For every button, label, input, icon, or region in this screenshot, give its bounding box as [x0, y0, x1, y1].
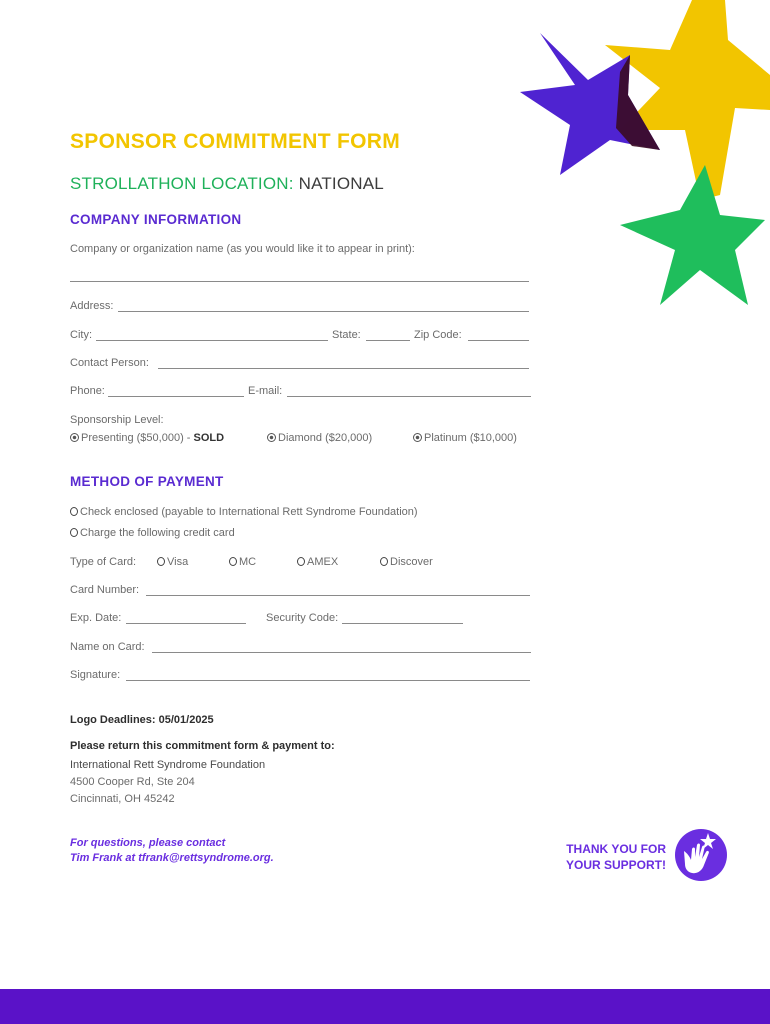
phone-label: Phone:: [70, 385, 105, 397]
return-heading: Please return this commitment form & payment to:: [70, 740, 335, 752]
radio-icon: [70, 433, 79, 442]
address-line-city: Cincinnati, OH 45242: [70, 793, 175, 805]
card-type-discover[interactable]: [380, 556, 433, 568]
discover-label: Discover: [390, 556, 433, 568]
state-label: State:: [332, 329, 361, 341]
card-type-mc[interactable]: [229, 556, 256, 568]
company-info-heading: COMPANY INFORMATION: [70, 212, 242, 227]
org-name-prompt: Company or organization name (as you would like it to appear in print):: [70, 243, 415, 255]
checkbox-icon: [70, 528, 78, 537]
checkbox-icon: [229, 557, 237, 566]
sponsorship-level-label: Sponsorship Level:: [70, 414, 164, 426]
check-enclosed-option[interactable]: [70, 506, 418, 518]
security-code-field[interactable]: [342, 623, 463, 624]
location-label: STROLLATHON LOCATION:: [70, 174, 294, 193]
sponsorship-diamond-option[interactable]: [267, 432, 372, 444]
star-icon-green: [620, 165, 765, 305]
address-label: Address:: [70, 300, 114, 312]
exp-date-label: Exp. Date:: [70, 612, 122, 624]
return-address: [70, 757, 265, 808]
sponsorship-presenting-option[interactable]: [70, 432, 224, 444]
questions-contact: [70, 836, 274, 866]
radio-icon: [413, 433, 422, 442]
mc-label: MC: [239, 556, 257, 568]
signature-label: Signature:: [70, 669, 121, 681]
checkbox-icon: [70, 507, 78, 516]
page-title: SPONSOR COMMITMENT FORM: [70, 130, 401, 153]
questions-line-2: Tim Frank at tfrank@rettsyndrome.org.: [70, 852, 274, 864]
city-field[interactable]: [96, 340, 328, 341]
thank-you-line-2: YOUR SUPPORT!: [565, 858, 666, 872]
zip-label: Zip Code:: [414, 329, 462, 341]
contact-person-label: Contact Person:: [70, 357, 149, 369]
location-value: NATIONAL: [298, 174, 384, 193]
amex-label: AMEX: [307, 556, 339, 568]
org-name-field[interactable]: [70, 281, 529, 282]
address-field[interactable]: [118, 311, 529, 312]
checkbox-icon: [380, 557, 388, 566]
card-number-field[interactable]: [146, 595, 530, 596]
hand-star-logo-icon: [675, 829, 727, 881]
presenting-label: Presenting ($50,000) -: [81, 432, 191, 444]
signature-field[interactable]: [126, 680, 530, 681]
card-number-label: Card Number:: [70, 584, 140, 596]
visa-label: Visa: [167, 556, 189, 568]
checkbox-icon: [297, 557, 305, 566]
stars-decoration: [520, 0, 770, 320]
payment-method-heading: METHOD OF PAYMENT: [70, 474, 224, 489]
thank-you-message: [530, 841, 666, 873]
check-enclosed-label: Check enclosed (payable to International Rett Syndrome Foundation): [80, 506, 418, 518]
logo-deadline: Logo Deadlines: 05/01/2025: [70, 714, 214, 726]
security-code-label: Security Code:: [266, 612, 339, 624]
questions-line-1: For questions, please contact: [70, 837, 226, 849]
thank-you-line-1: THANK YOU FOR: [566, 842, 666, 856]
address-line-org: International Rett Syndrome Foundation: [70, 759, 266, 771]
email-label: E-mail:: [248, 385, 283, 397]
sold-badge: SOLD: [193, 432, 225, 444]
contact-person-field[interactable]: [158, 368, 529, 369]
address-line-street: 4500 Cooper Rd, Ste 204: [70, 776, 195, 788]
strollathon-location: [70, 174, 384, 194]
card-type-label: Type of Card:: [70, 556, 137, 568]
footer-bar: [0, 989, 770, 1024]
email-field[interactable]: [287, 396, 531, 397]
city-label: City:: [70, 329, 92, 341]
charge-card-label: Charge the following credit card: [80, 527, 235, 539]
platinum-label: Platinum ($10,000): [424, 432, 517, 444]
checkbox-icon: [157, 557, 165, 566]
exp-date-field[interactable]: [126, 623, 246, 624]
zip-field[interactable]: [468, 340, 529, 341]
sponsorship-platinum-option[interactable]: [413, 432, 517, 444]
name-on-card-field[interactable]: [152, 652, 531, 653]
radio-icon: [267, 433, 276, 442]
charge-card-option[interactable]: [70, 527, 235, 539]
phone-field[interactable]: [108, 396, 244, 397]
card-type-visa[interactable]: [157, 556, 188, 568]
state-field[interactable]: [366, 340, 410, 341]
card-type-amex[interactable]: [297, 556, 338, 568]
name-on-card-label: Name on Card:: [70, 641, 145, 653]
diamond-label: Diamond ($20,000): [278, 432, 373, 444]
